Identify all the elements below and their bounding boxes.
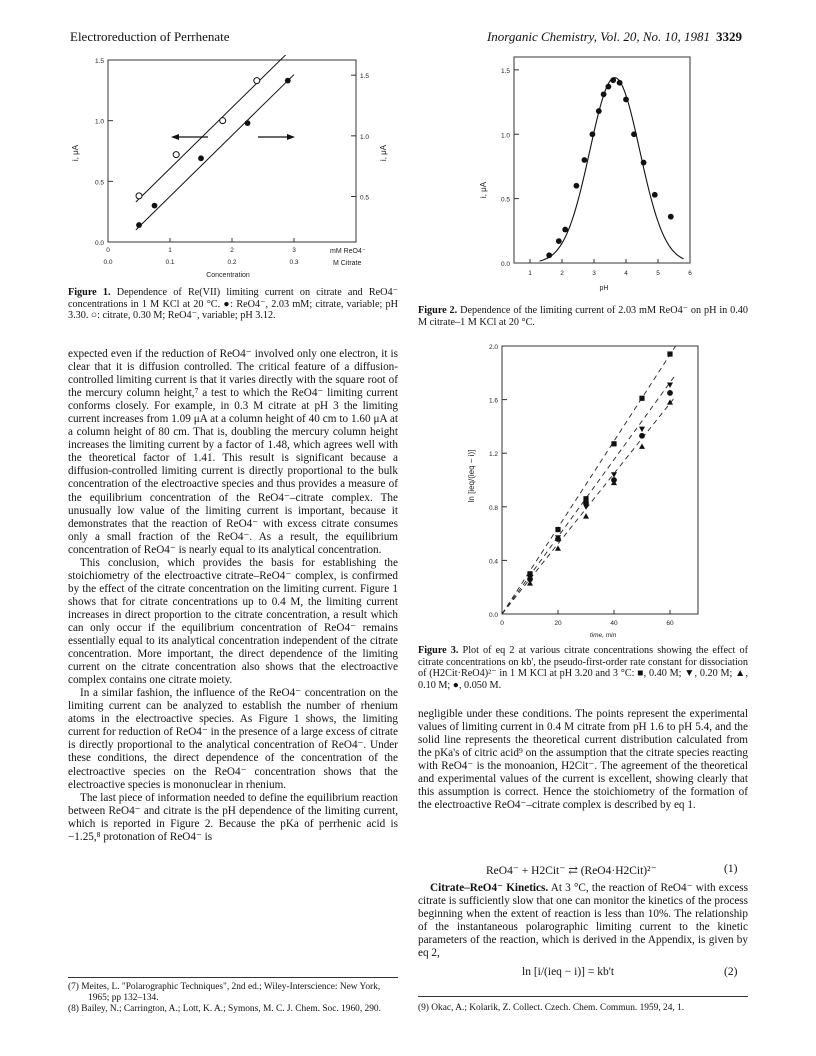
- fig2-xtick-label: 6: [688, 270, 692, 277]
- kinetics-paragraph: At 3 °C, the reaction of ReO4⁻ with excess citrate is sufficiently slow that one can monitor the kinetics of the process beginning when the extent of reaction is less than 10%. The relationship of the instantaneous polarographic limiting current to the kinetic parameters of the reaction, which is derived in the Appendix, is given by eq 2,: [418, 882, 748, 960]
- fig2-ytick-label: 0.5: [500, 196, 510, 204]
- fig2-xtick-label: 2: [560, 270, 564, 277]
- fig1-point-open: [254, 78, 260, 84]
- figure-1-caption: [68, 287, 398, 322]
- fig3-point-0050M: [527, 576, 533, 582]
- fig1-ytick-right-label: 0.5: [360, 194, 370, 202]
- fig3-ytick-label: 1.2: [488, 451, 498, 459]
- fig2-point: [562, 227, 568, 233]
- fig3-ytick-label: 2.0: [488, 344, 498, 351]
- fig3-xtick-label: 60: [666, 620, 674, 627]
- fig1-xtick-top-label: 2: [230, 247, 234, 254]
- equation-2-number: (2): [724, 966, 738, 978]
- fig1-right-arrow: [258, 134, 295, 140]
- footnote-8: (8) Bailey, N.; Carrington, A.; Lott, K. A.; Symons, M. C. J. Chem. Soc. 1960, 290.: [68, 1004, 381, 1014]
- fig2-point: [617, 80, 623, 86]
- fig3-point-040M: [611, 441, 616, 446]
- right-column: [418, 708, 748, 812]
- figure-3-caption-text: Plot of eq 2 at various citrate concentrations showing the effect of citrate concentrations on kb', the pseudo-first-order rate constant for dissociation of (H2Cit·ReO4)²⁻ in 1 M KCl at pH 3.20 and 3 °C: ■, 0.40 M; ▼, 0.20 M; ▲, 0.10 M; ●, 0.050 M.: [418, 645, 748, 691]
- fig3-point-010M: [555, 545, 561, 550]
- fig1-xtick-bottom-label: 0.3: [289, 259, 299, 266]
- fig3-point-0050M: [611, 477, 617, 483]
- fig3-point-0050M: [555, 536, 561, 542]
- fig1-point-filled: [152, 203, 158, 209]
- fig1-ylabel-right: i, μA: [379, 144, 388, 162]
- fig1-ytick-right-label: 1.5: [360, 73, 370, 81]
- equation-1-number: (1): [724, 863, 738, 875]
- fig3-ytick-label: 0.0: [488, 612, 498, 619]
- fig2-xtick-label: 5: [656, 270, 660, 277]
- fig1-ylabel-left: i, μA: [71, 144, 80, 162]
- equation-1: ReO4⁻ + H2Cit⁻ ⇄ (ReO4·H2Cit)²⁻: [486, 865, 657, 877]
- figure-3-plot: [458, 338, 708, 638]
- fig1-ytick-label: 1.0: [94, 118, 104, 126]
- left-column: [68, 348, 398, 844]
- fig1-point-open: [220, 118, 226, 124]
- left-paragraph-2: This conclusion, which provides the basis for establishing the stoichiometry of the electroactive citrate–ReO4⁻ complex, is confirmed by the effect of the citrate concentration on the limiting current. Figure 1 shows that for citrate concentrations up to 0.4 M, the limiting current increases in direct proportion to the citrate concentration, a result which can only occur if the equilibrium concentration of ReO4⁻ remains essentially equal to its analytical concentration independent of the citrate concentration. More important, the direct dependence of the limiting current on the citrate concentration also shows that the electroactive complex contains one citrate moiety.: [68, 556, 398, 687]
- fig1-left-arrow: [171, 134, 208, 140]
- fig1-ytick-label: 0.0: [94, 240, 104, 247]
- fig2-point: [596, 108, 602, 114]
- fig2-point: [606, 84, 612, 90]
- fig2-point: [556, 238, 562, 244]
- fig1-point-open: [173, 152, 179, 158]
- fig3-fit-line: [502, 396, 676, 614]
- left-paragraph-4: The last piece of information needed to define the equilibrium reaction between ReO4⁻ and citrate is the pH dependence of the limiting current, which is reported in Figure 2. Because the pKa of perrhenic acid is −1.25,⁸ protonation of ReO4⁻ is: [68, 791, 398, 843]
- fig2-xtick-label: 4: [624, 270, 628, 277]
- fig3-point-0050M: [583, 500, 589, 506]
- figure-2-caption-text: Dependence of the limiting current of 2.03 mM ReO4⁻ on pH in 0.40 M citrate–1 M KCl at 20 °C.: [418, 305, 748, 328]
- footnotes-left: [68, 982, 398, 1015]
- fig3-point-010M: [583, 513, 589, 518]
- fig3-point-020M: [639, 427, 645, 432]
- left-paragraph-3: In a similar fashion, the influence of the ReO4⁻ concentration on the limiting current can be analyzed to establish the number of rhenium atoms in the electroactive species. As Figure 1 shows, the limiting current for reduction of ReO4⁻ in the presence of a large excess of citrate is directly proportional to the analytical concentration of ReO4⁻. Under these conditions, the direct dependence of the concentration of the electroactive species on the ReO4⁻ concentration shows that the electroactive species is mononuclear in rhenium.: [68, 687, 398, 791]
- fig2-ytick-label: 1.0: [500, 132, 510, 140]
- fig2-point: [601, 91, 607, 97]
- figure-2-plot: [478, 52, 700, 294]
- equation-2: ln [i/(ieq − i)] = kb't: [522, 966, 615, 978]
- fig2-xtick-label: 1: [528, 270, 532, 277]
- fig1-point-open: [136, 193, 142, 199]
- footnotes-right: [418, 1003, 748, 1014]
- fig3-xtick-label: 40: [610, 620, 618, 627]
- fig3-xlabel: time, min: [589, 632, 617, 638]
- fig1-point-filled: [245, 120, 251, 126]
- fig2-xtick-label: 3: [592, 270, 596, 277]
- fig1-xtick-bottom-label: 0.2: [227, 259, 237, 266]
- fig2-theory-curve: [540, 78, 684, 261]
- footnote-rule-right: [418, 996, 748, 997]
- fig1-point-filled: [136, 222, 142, 228]
- fig2-ytick-label: 0.0: [500, 261, 510, 268]
- figure-2-caption-lead: Figure 2.: [418, 305, 458, 316]
- journal-citation: [487, 29, 742, 45]
- footnote-7: (7) Meites, L. "Polarographic Techniques", 2nd ed.; Wiley-Interscience: New York, 1965; pp 132–134.: [68, 982, 381, 1003]
- footnote-rule-left: [68, 977, 398, 978]
- fig2-point: [546, 252, 552, 258]
- fig1-point-filled: [198, 155, 204, 161]
- left-paragraph-1: expected even if the reduction of ReO4⁻ involved only one electron, it is clear that it is diffusion controlled. The critical feature of a diffusion-controlled limiting current is that it varies directly with the square root of the mercury column height,⁷ a test to which the ReO4⁻ limiting current conforms closely. For example, in 0.3 M citrate at pH 3 the limiting current increases from 1.09 μA at a column height of 40 cm to 1.60 μA at a column height of 80 cm. That is, doubling the mercury column height increases the limiting current by a factor of 1.48, which agrees well with the theoretical factor of 1.41. This result is significant because a diffusion-controlled limiting current is directly proportional to the bulk concentration of the electroactive species and thus provides a measure of the equilibrium concentration of the ReO4⁻–citrate complex. The unusually low value of the limiting current is important, because it demonstrates that the reaction of ReO4⁻ with excess citrate consumes only a small fraction of the ReO4⁻. As a result, the equilibrium concentration of ReO4⁻ is nearly equal to its analytical concentration.: [68, 348, 398, 556]
- fig1-fit-line-filled: [136, 75, 294, 230]
- figure-1-caption-lead: Figure 1.: [68, 287, 111, 298]
- fig1-xtick-top-label: 0: [106, 247, 110, 254]
- fig2-point: [652, 192, 658, 198]
- right-paragraph-1: negligible under these conditions. The points represent the experimental values of limiting current in 0.4 M citrate from pH 1.6 to pH 5.4, and the solid line represents the theoretical current distribution calculated from the pKa's of citric acid⁹ on the assumption that the citrate species reacting with ReO4⁻ is the monoanion, H2Cit⁻. The agreement of the theoretical and experimental values of the current is excellent, showing clearly that this assumption is correct. Hence the stoichiometry of the formation of the electroactive ReO4⁻–citrate complex is described by eq 1.: [418, 708, 748, 812]
- running-head: Electroreduction of Perrhenate: [70, 29, 230, 44]
- fig2-point: [668, 214, 674, 220]
- fig1-point-filled: [285, 78, 291, 84]
- fig1-fit-line-open: [136, 55, 294, 202]
- figure-3-caption: [418, 645, 748, 691]
- fig3-point-040M: [639, 396, 644, 401]
- footnote-9: (9) Okac, A.; Kolarik, Z. Collect. Czech. Chem. Commun. 1959, 24, 1.: [418, 1003, 685, 1013]
- fig3-point-0050M: [639, 433, 645, 439]
- figure-1-plot: [68, 55, 398, 287]
- figure-2-caption: [418, 305, 748, 328]
- fig3-ytick-label: 0.4: [488, 558, 498, 566]
- fig3-point-040M: [555, 527, 560, 532]
- fig2-point: [590, 131, 596, 137]
- fig2-xlabel: pH: [599, 285, 609, 292]
- fig1-xtick-top-label: 3: [292, 247, 296, 254]
- fig3-ytick-label: 1.6: [488, 397, 498, 405]
- fig1-xtick-bottom-label: 0.1: [165, 259, 175, 266]
- fig1-ytick-label: 0.5: [94, 179, 104, 187]
- fig1-xtop-unit: mM ReO4⁻: [330, 248, 366, 255]
- fig2-point: [574, 183, 580, 189]
- fig3-ytick-label: 0.8: [488, 504, 498, 512]
- fig1-ytick-right-label: 1.0: [360, 133, 370, 141]
- fig1-ytick-label: 1.5: [94, 58, 104, 65]
- figure-3-caption-lead: Figure 3.: [418, 645, 459, 656]
- journal-name: Inorganic Chemistry, Vol. 20, No. 10, 1981: [486, 29, 710, 44]
- fig3-xtick-label: 20: [554, 620, 562, 627]
- fig3-point-040M: [667, 351, 672, 356]
- fig3-point-010M: [639, 444, 645, 449]
- page-number: 3329: [716, 29, 742, 44]
- fig2-point: [623, 97, 629, 103]
- fig2-point: [582, 157, 588, 163]
- fig1-xbottom-unit: M Citrate: [333, 260, 362, 267]
- kinetics-heading: Citrate–ReO4⁻ Kinetics.: [430, 882, 549, 894]
- fig3-point-0050M: [667, 390, 673, 396]
- fig2-ylabel: i, μA: [479, 181, 488, 199]
- fig2-point: [641, 160, 647, 166]
- right-column-kinetics: [418, 882, 748, 960]
- fig2-point: [610, 77, 616, 83]
- fig2-point: [631, 131, 637, 137]
- fig2-ytick-label: 1.5: [500, 67, 510, 75]
- fig1-xtick-bottom-label: 0.0: [103, 259, 113, 266]
- figure-1-caption-text: Dependence of Re(VII) limiting current on citrate and ReO4⁻ concentrations in 1 M KCl at 20 °C. ●: ReO4⁻, 2.03 mM; citrate, variable; pH 3.30. ○: citrate, 0.30 M; ReO4⁻, variable; pH 3.12.: [68, 287, 398, 322]
- fig3-xtick-label: 0: [500, 620, 504, 627]
- fig3-ylabel: ln [ieq/(ieq − i)]: [467, 449, 476, 503]
- fig1-xlabel: Concentration: [206, 272, 250, 279]
- fig1-xtick-top-label: 1: [168, 247, 172, 254]
